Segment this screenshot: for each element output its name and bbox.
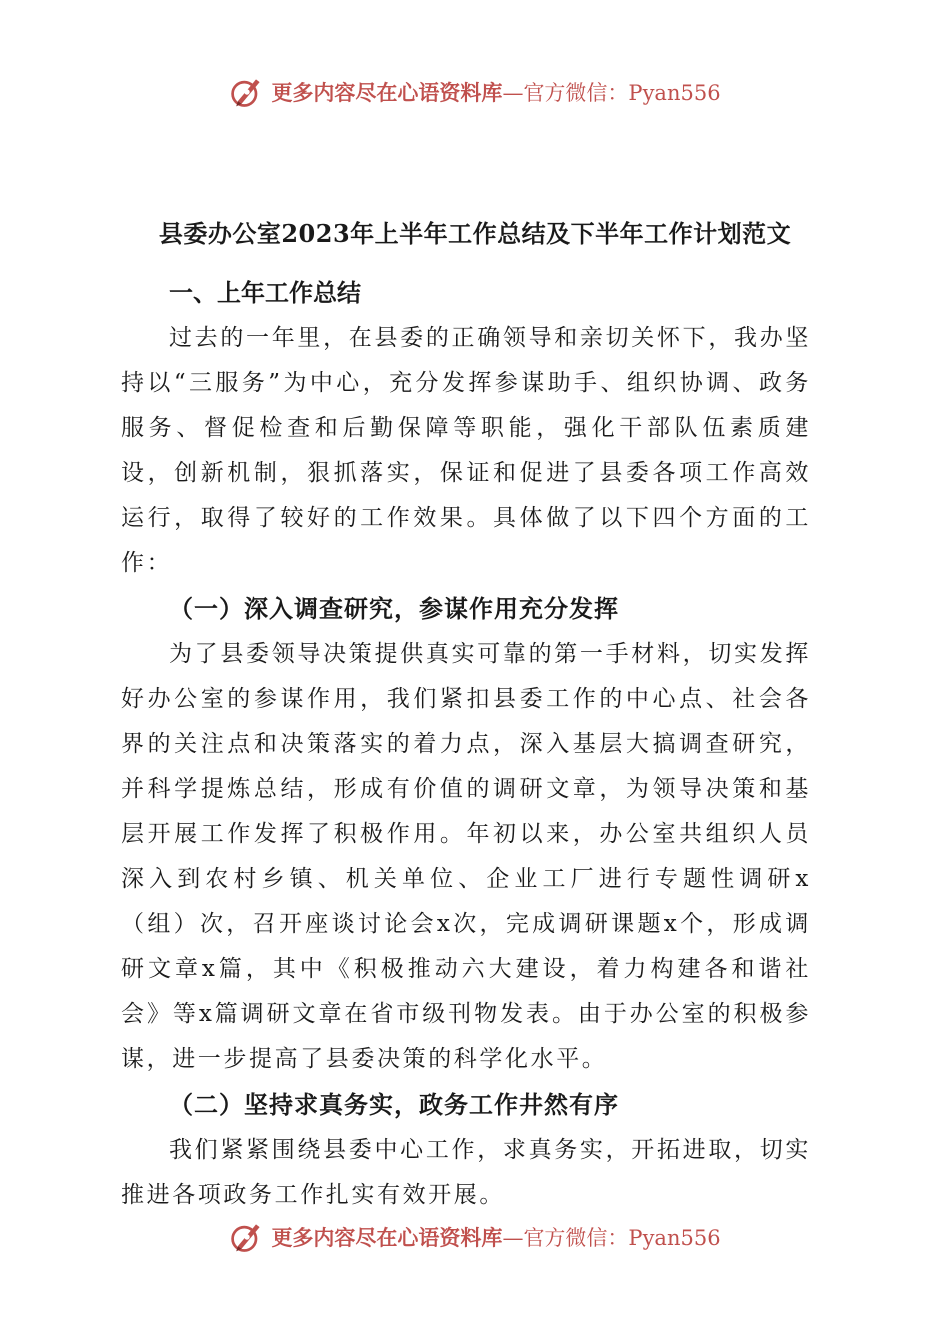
subsection1-heading: （一）深入调查研究，参谋作用充分发挥: [169, 594, 619, 623]
footer-watermark: [0, 1215, 950, 1259]
section1-paragraph: 过去的一年里，在县委的正确领导和亲切关怀下，我办坚持以“三服务”为中心，充分发挥参谋助手、组织协调、政务服务、督促检查和后勤保障等职能，强化干部队伍素质建设，创新机制，狠抓落实，保证和促进了县委各项工作高效运行，取得了较好的工作效果。具体做了以下四个方面的工作：: [121, 325, 811, 576]
watermark-separator: —: [502, 1226, 524, 1250]
subsection1-paragraph: 为了县委领导决策提供真实可靠的第一手材料，切实发挥好办公室的参谋作用，我们紧扣县委工作的中心点、社会各界的关注点和决策落实的着力点，深入基层大搞调查研究，并科学提炼总结，形成有价值的调研文章，为领导决策和基层开展工作发挥了积极作用。年初以来，办公室共组织人员深入到农村乡镇、机关单位、企业工厂进行专题性调研x（组）次，召开座谈讨论会x次，完成调研课题x个，形成调研文章x篇，其中《积极推动六大建设，着力构建各和谐社会》等x篇调研文章在省市级刊物发表。由于办公室的积极参谋，进一步提高了县委决策的科学化水平。: [121, 641, 811, 1072]
header-watermark: [0, 70, 950, 114]
subsection2-heading: （二）坚持求真务实，政务工作井然有序: [169, 1090, 619, 1119]
pen-in-circle-icon: [229, 1219, 265, 1255]
document-title: 县委办公室2023年上半年工作总结及下半年工作计划范文: [158, 219, 792, 248]
pen-in-circle-icon: [229, 74, 265, 110]
section1-heading: 一、上年工作总结: [169, 278, 361, 307]
watermark-text: 更多内容尽在心语资料库: [271, 80, 503, 105]
subsection2-paragraph: 我们紧紧围绕县委中心工作，求真务实，开拓进取，切实推进各项政务工作扎实有效开展。: [121, 1137, 811, 1208]
watermark-suffix: 官方微信：Pyan556: [523, 81, 721, 105]
watermark-suffix: 官方微信：Pyan556: [523, 1226, 721, 1250]
watermark-text: 更多内容尽在心语资料库: [271, 1225, 503, 1250]
document-body: [121, 270, 811, 1218]
watermark-separator: —: [502, 81, 524, 105]
